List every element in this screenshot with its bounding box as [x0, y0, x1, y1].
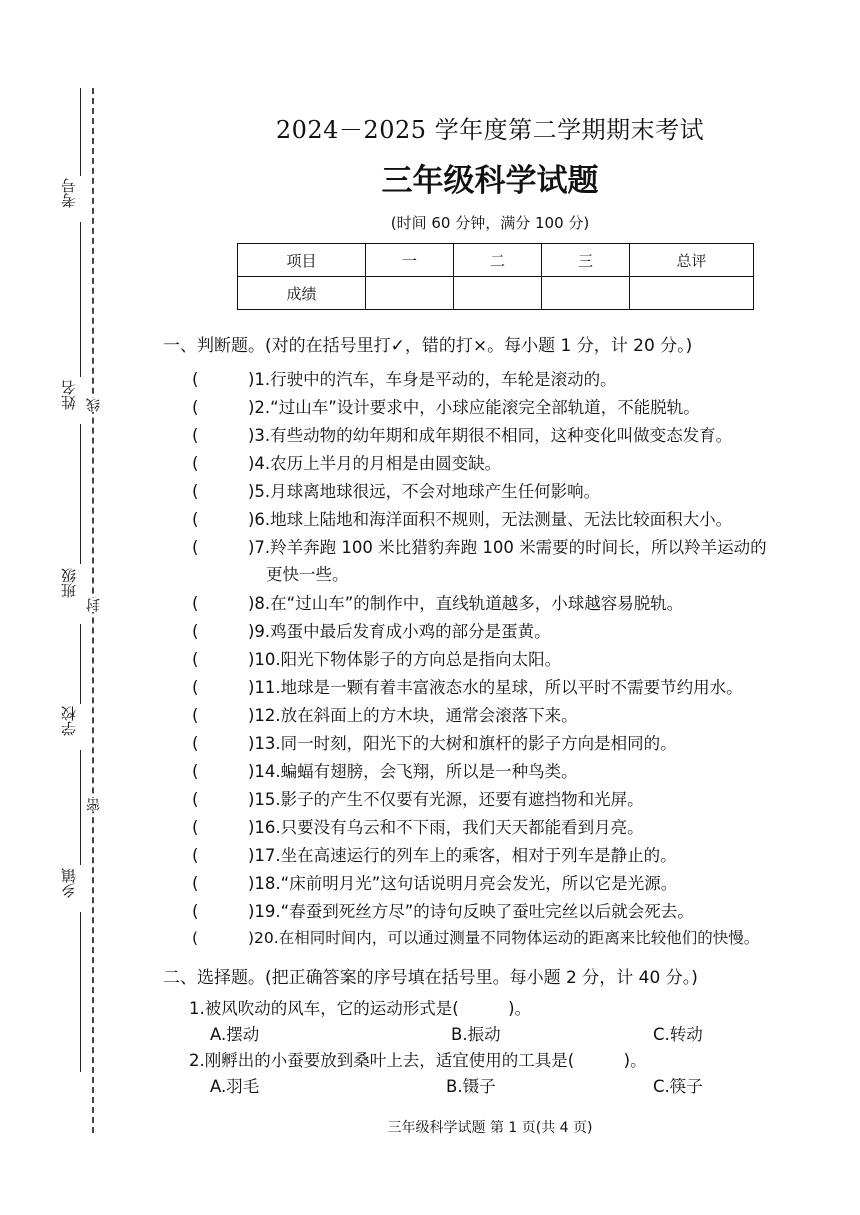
judge-item: ( )12.放在斜面上的方木块，通常会滚落下来。	[192, 706, 578, 725]
score-header-1: 一	[366, 244, 454, 277]
judge-item: ( )9.鸡蛋中最后发育成小鸡的部分是蛋黄。	[192, 622, 551, 641]
choice-option-c[interactable]: C.转动	[653, 1025, 703, 1044]
score-table	[237, 243, 754, 310]
exam-number-blank-lower	[80, 222, 81, 377]
judge-item: ( )16.只要没有乌云和不下雨，我们天天都能看到月亮。	[192, 818, 644, 837]
judge-item: ( )1.行驶中的汽车，车身是平动的，车轮是滚动的。	[192, 370, 617, 389]
answer-paren[interactable]: (	[192, 538, 199, 557]
judge-item: ( )5.月球离地球很远，不会对地球产生任何影响。	[192, 482, 601, 501]
answer-paren[interactable]: (	[192, 706, 199, 725]
judge-item: ( )2.“过山车”设计要求中，小球应能滚完全部轨道，不能脱轨。	[192, 398, 700, 417]
score-table-header-row	[238, 244, 754, 277]
answer-paren[interactable]: (	[192, 818, 199, 837]
school-label: 学校	[60, 706, 78, 736]
answer-paren[interactable]: (	[192, 482, 199, 501]
judge-item: ( )15.影子的产生不仅要有光源，还要有遮挡物和光屏。	[192, 790, 644, 809]
exam-number-blank	[80, 88, 81, 176]
answer-paren[interactable]: (	[192, 762, 199, 781]
judge-item: ( )19.“春蚕到死丝方尽”的诗句反映了蚕吐完丝以后就会死去。	[192, 902, 694, 921]
score-row-label: 成绩	[238, 277, 366, 310]
answer-paren[interactable]: (	[192, 929, 199, 947]
judge-item: ( )13.同一时刻，阳光下的大树和旗杆的影子方向是相同的。	[192, 734, 677, 753]
answer-paren[interactable]: (	[192, 902, 199, 921]
answer-paren[interactable]: (	[192, 874, 199, 893]
answer-paren[interactable]: (	[192, 734, 199, 753]
choice-option-a[interactable]: A.摆动	[210, 1025, 260, 1044]
time-info: (时间 60 分钟，满分 100 分)	[390, 214, 590, 232]
score-cell-2[interactable]	[454, 277, 542, 310]
school-blank	[80, 750, 81, 865]
answer-paren[interactable]: (	[192, 426, 199, 445]
score-header-total: 总评	[630, 244, 754, 277]
judge-item-continuation: 更快一些。	[266, 565, 349, 584]
choice-question: 1.被风吹动的风车，它的运动形式是( )。	[189, 999, 532, 1018]
exam-number-label: 考号	[60, 178, 78, 208]
score-cell-total[interactable]	[630, 277, 754, 310]
seal-char-secret: 密	[86, 798, 102, 812]
judge-item: ( )11.地球是一颗有着丰富液态水的星球，所以平时不需要节约用水。	[192, 678, 743, 697]
seal-char-line: 线	[86, 398, 102, 412]
answer-paren[interactable]: (	[192, 678, 199, 697]
judge-item: ( )4.农历上半月的月相是由圆变缺。	[192, 454, 502, 473]
judge-item: ( )18.“床前明月光”这句话说明月亮会发光，所以它是光源。	[192, 874, 678, 893]
choice-option-c[interactable]: C.筷子	[653, 1077, 703, 1096]
judge-item: ( )7.羚羊奔跑 100 米比猎豹奔跑 100 米需要的时间长，所以羚羊运动的 更快一些。	[192, 538, 767, 584]
choice-question: 2.刚孵出的小蚕要放到桑叶上去，适宜使用的工具是( )。	[189, 1051, 647, 1070]
score-cell-3[interactable]	[542, 277, 630, 310]
town-label: 乡镇	[60, 868, 78, 898]
class-label: 班级	[60, 568, 78, 598]
judge-item: ( )10.阳光下物体影子的方向总是指向太阳。	[192, 650, 562, 669]
seal-char-seal: 封	[86, 598, 102, 612]
answer-paren[interactable]: (	[192, 510, 199, 529]
town-blank	[80, 912, 81, 1072]
answer-paren[interactable]: (	[192, 594, 199, 613]
answer-paren[interactable]: (	[192, 846, 199, 865]
score-header-2: 二	[454, 244, 542, 277]
choice-option-b[interactable]: B.镊子	[446, 1077, 496, 1096]
judge-item: ( )14.蝙蝠有翅膀，会飞翔，所以是一种鸟类。	[192, 762, 578, 781]
score-cell-1[interactable]	[366, 277, 454, 310]
choice-option-b[interactable]: B.振动	[451, 1025, 501, 1044]
section2-heading: 二、选择题。(把正确答案的序号填在括号里。每小题 2 分，计 40 分。)	[163, 968, 698, 988]
name-label: 姓名	[60, 380, 78, 410]
binding-margin	[0, 0, 120, 1215]
answer-paren[interactable]: (	[192, 454, 199, 473]
page-footer: 三年级科学试题 第 1 页(共 4 页)	[387, 1120, 593, 1136]
choice-option-a[interactable]: A.羽毛	[210, 1077, 260, 1096]
score-table-score-row	[238, 277, 754, 310]
exam-title: 2024－2025 学年度第二学期期末考试	[275, 116, 705, 144]
answer-paren[interactable]: (	[192, 622, 199, 641]
score-header-item: 项目	[238, 244, 366, 277]
section1-heading: 一、判断题。(对的在括号里打✓，错的打×。每小题 1 分，计 20 分。)	[163, 336, 693, 356]
judge-item: ( )3.有些动物的幼年期和成年期很不相同，这种变化叫做变态发育。	[192, 426, 733, 445]
score-header-3: 三	[542, 244, 630, 277]
subject-title: 三年级科学试题	[381, 163, 599, 199]
answer-paren[interactable]: (	[192, 790, 199, 809]
answer-paren[interactable]: (	[192, 370, 199, 389]
answer-paren[interactable]: (	[192, 398, 199, 417]
class-blank	[80, 624, 81, 704]
judge-item: ( )8.在“过山车”的制作中，直线轨道越多，小球越容易脱轨。	[192, 594, 684, 613]
judge-item: ( )20.在相同时间内，可以通过测量不同物体运动的距离来比较他们的快慢。	[192, 929, 760, 947]
name-blank	[80, 424, 81, 564]
judge-item: ( )6.地球上陆地和海洋面积不规则，无法测量、无法比较面积大小。	[192, 510, 733, 529]
judge-item: ( )17.坐在高速运行的列车上的乘客，相对于列车是静止的。	[192, 846, 677, 865]
answer-paren[interactable]: (	[192, 650, 199, 669]
